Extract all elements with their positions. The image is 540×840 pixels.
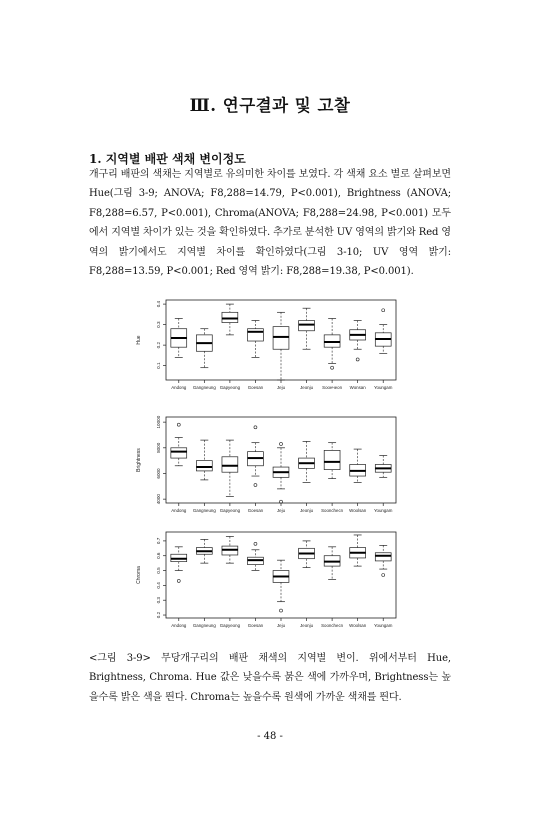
- page-number: - 48 -: [257, 731, 283, 742]
- chapter-title: Ⅲ. 연구결과 및 고찰: [189, 96, 351, 115]
- x-tick-label: Jeju: [276, 508, 286, 513]
- outlier-point: [280, 609, 283, 612]
- y-tick-label: 0.5: [156, 567, 161, 574]
- y-tick-label: 4000: [156, 494, 161, 505]
- box: [273, 327, 289, 350]
- outlier-point: [382, 309, 385, 312]
- outlier-point: [254, 484, 257, 487]
- x-tick-label: Andong: [171, 623, 187, 628]
- box: [171, 448, 187, 458]
- x-tick-label: Youngam: [374, 508, 393, 513]
- x-tick-label: Woolsan: [349, 623, 367, 628]
- x-tick-label: Jeonju: [300, 508, 314, 513]
- x-tick-label: Jeju: [276, 623, 286, 628]
- x-tick-label: Soonchecn: [321, 508, 344, 513]
- y-tick-label: 0.4: [156, 582, 161, 589]
- y-tick-label: 0.2: [156, 611, 161, 619]
- outlier-point: [356, 358, 359, 361]
- y-tick-label: 0.1: [156, 362, 161, 369]
- box: [375, 553, 391, 561]
- x-tick-label: Gangneung: [192, 508, 216, 513]
- y-tick-label: 0.2: [156, 341, 161, 349]
- outlier-point: [382, 574, 385, 577]
- x-tick-label: Jeonju: [300, 623, 314, 628]
- x-tick-label: Goesan: [247, 385, 264, 390]
- outlier-point: [254, 542, 257, 545]
- y-tick-label: 10000: [156, 415, 161, 429]
- y-tick-label: 6000: [156, 468, 161, 479]
- x-tick-label: Andong: [171, 385, 187, 390]
- x-tick-label: Andong: [171, 508, 187, 513]
- y-axis-label: Chroma: [136, 566, 142, 584]
- y-axis-label: Hue: [136, 335, 142, 345]
- box: [299, 321, 315, 331]
- y-axis-label: Brightness: [136, 448, 142, 472]
- x-tick-label: Gangneung: [192, 623, 216, 628]
- body-paragraph: 개구리 배판의 색채는 지역별로 유의미한 차이를 보였다. 각 색채 요소 별로 살펴보면 Hue(그림 3-9; ANOVA; F8,288=14.79, P<0.001), Brightness (ANOVA; F8,288=6.57, P<0.001), Chroma(ANOVA; F8,288=24.98, P<0.001) 모두에서 지역별 차이가 있는 것을 확인하였다. 추가로 분석한 UV 영역의 밝기와 Red 영역의 밝기에서도 지역별 차이를 확인하였다(그림 3-10; UV 영역 밝기: F8,288=13.59, P<0.001; Red 영역 밝기: F8,288=19.38, P<0.001).: [89, 169, 451, 278]
- x-tick-label: Gapyeong: [219, 623, 241, 628]
- x-tick-label: Gapyeong: [219, 508, 241, 513]
- box: [324, 335, 340, 347]
- x-tick-label: Jeonju: [300, 385, 314, 390]
- y-tick-label: 0.7: [156, 537, 161, 545]
- y-tick-label: 0.3: [156, 321, 161, 328]
- y-tick-label: 0.4: [156, 300, 161, 308]
- x-tick-label: Goesan: [247, 508, 264, 513]
- figure-3-9: [136, 294, 402, 639]
- x-tick-label: Gapyeong: [219, 385, 241, 390]
- box: [248, 329, 264, 341]
- box: [222, 312, 238, 322]
- box: [222, 457, 238, 472]
- outlier-point: [177, 579, 180, 582]
- outlier-point: [254, 426, 257, 429]
- x-tick-label: Jeju: [276, 385, 286, 390]
- x-tick-label: Youngam: [374, 385, 393, 390]
- x-tick-label: Goesan: [247, 623, 264, 628]
- x-tick-label: Wonsan: [349, 385, 366, 390]
- box: [324, 450, 340, 469]
- x-tick-label: Youngam: [374, 623, 393, 628]
- outlier-point: [280, 442, 283, 445]
- box: [196, 461, 212, 471]
- x-tick-label: Woolsan: [349, 508, 367, 513]
- outlier-point: [177, 423, 180, 426]
- boxplot-figure: [136, 294, 402, 639]
- section-title: 1. 지역별 배판 색채 변이정도: [89, 152, 246, 166]
- outlier-point: [331, 366, 334, 369]
- x-tick-label: Gangneung: [192, 385, 216, 390]
- x-tick-label: Soonchecn: [321, 623, 344, 628]
- figure-caption: <그림 3-9> 무당개구리의 배판 채색의 지역별 변이. 위에서부터 Hue, Brightness, Chroma. Hue 값은 낮을수록 붉은 색에 가까우며, Brightness는 높을수록 밝은 색을 띈다. Chroma는 높을수록 원색에 가까운 색채를 띈다.: [89, 653, 451, 703]
- x-tick-label: Soончeon: [322, 385, 343, 390]
- y-tick-label: 0.3: [156, 597, 161, 604]
- y-tick-label: 8000: [156, 442, 161, 453]
- y-tick-label: 0.6: [156, 552, 161, 559]
